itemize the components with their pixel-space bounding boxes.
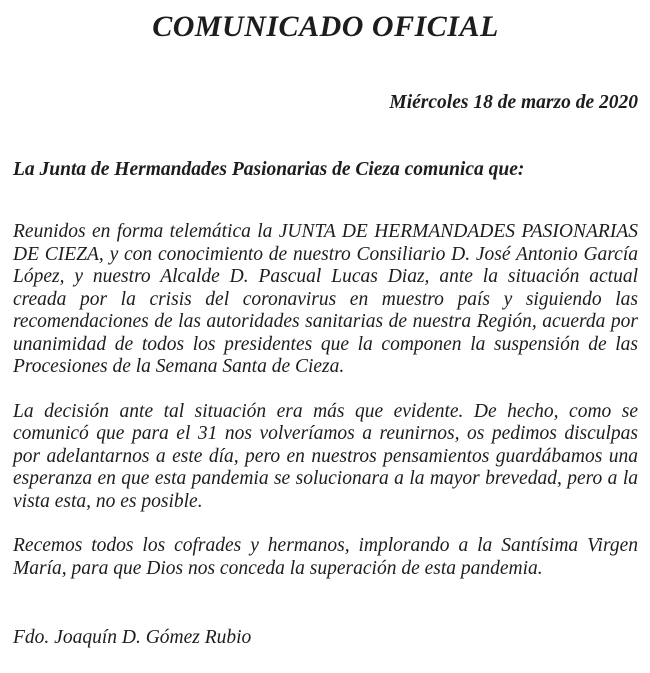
- body-paragraph-3: Recemos todos los cofrades y hermanos, implorando a la Santísima Virgen María, para que Dios nos conceda la superación de esta pandemia.: [13, 535, 638, 579]
- document-date: Miércoles 18 de marzo de 2020: [389, 92, 638, 113]
- signature-line: Fdo. Joaquín D. Gómez Rubio: [13, 627, 252, 648]
- announcement-lead: La Junta de Hermandades Pasionarias de Cieza comunica que:: [13, 159, 525, 180]
- document-title: COMUNICADO OFICIAL: [152, 10, 499, 43]
- body-paragraph-2: La decisión ante tal situación era más que evidente. De hecho, como se comunicó que para el 31 nos volveríamos a reunirnos, os pedimos disculpas por adelantarnos a este día, pero en nuestros pensamientos guardábamos una esperanza en que esta pandemia se solucionara a la mayor brevedad, pero a la vista esta, no es posible.: [13, 400, 638, 512]
- body-paragraph-1: Reunidos en forma telemática la JUNTA DE HERMANDADES PASIONARIAS DE CIEZA, y con conocimiento de nuestro Consiliario D. José Antonio García López, y nuestro Alcalde D. Pascual Lucas Diaz, ante la situación actual creada por la crisis del coronavirus en muestro país y siguiendo las recomendaciones de las autoridades sanitarias de nuestra Región, acuerda por unanimidad de todos los presidentes que la componen la suspensión de las Procesiones de la Semana Santa de Cieza.: [13, 221, 638, 377]
